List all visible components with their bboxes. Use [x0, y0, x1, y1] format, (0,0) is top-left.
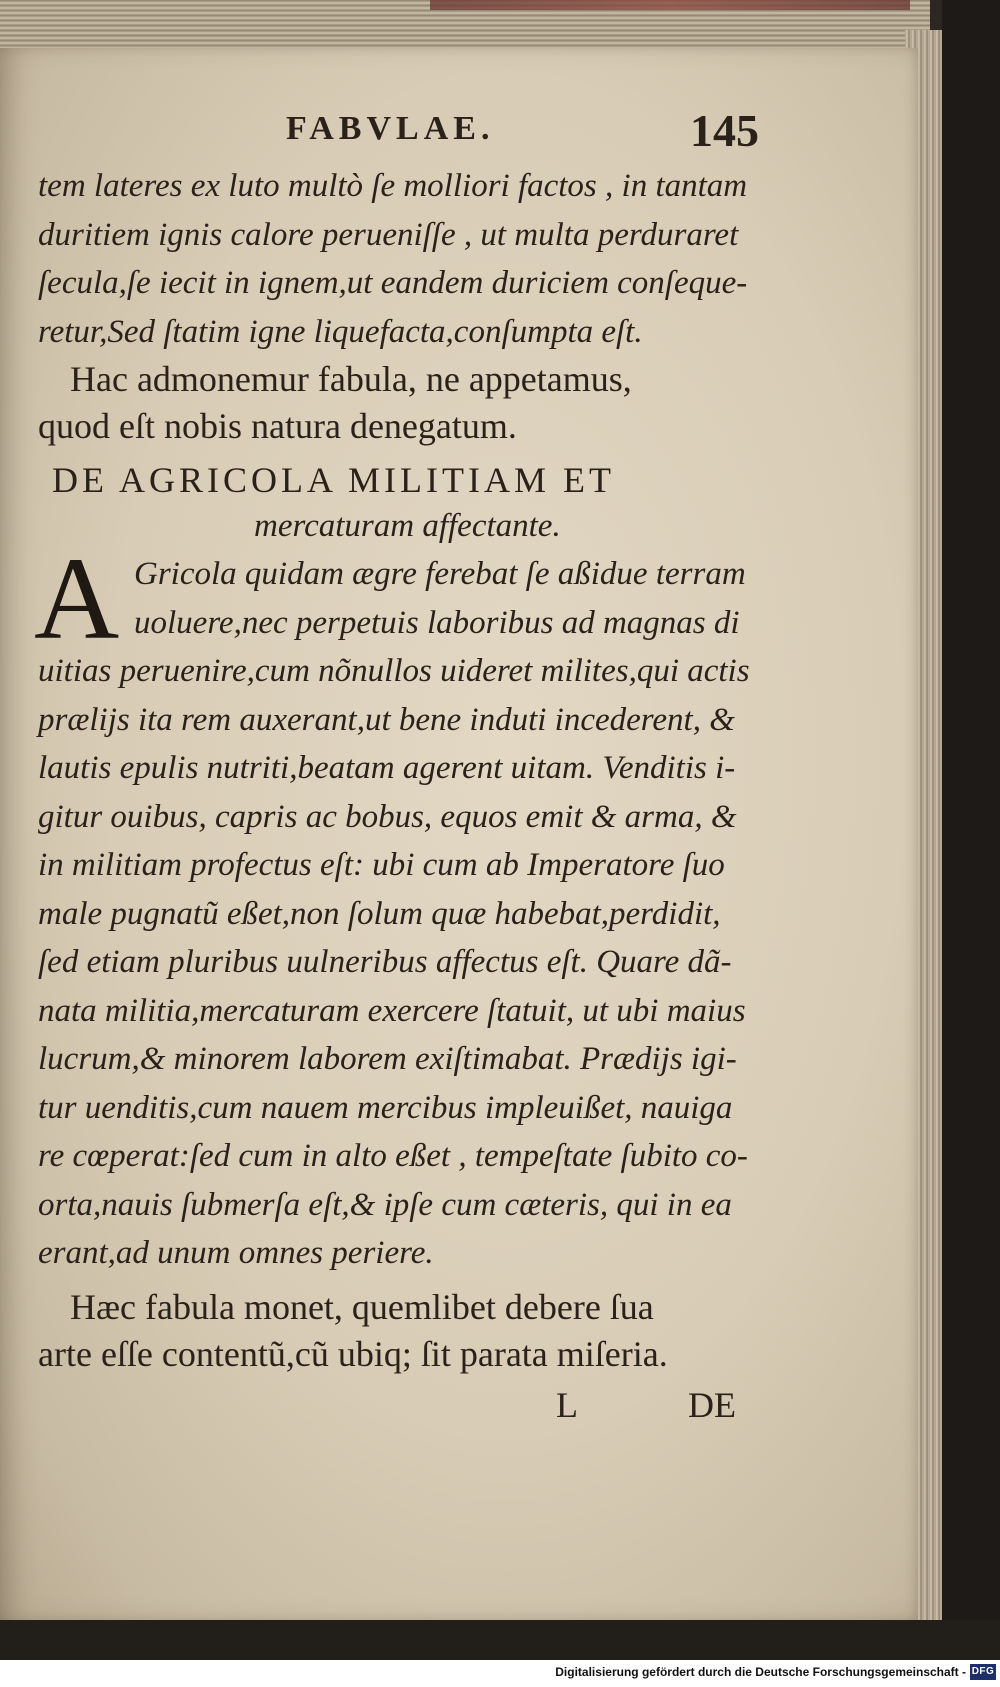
text-line: ſecula,ſe iecit in ignem,ut eandem duriciem conſeque- — [38, 265, 748, 301]
scan-background-right — [942, 0, 1000, 1660]
text-line: re cœperat:ſed cum in alto eßet , tempeſtate ſubito co- — [38, 1138, 748, 1174]
text-line: in militiam profectus eſt: ubi cum ab Imperatore ſuo — [38, 847, 725, 883]
text-line: tem lateres ex luto multò ſe molliori factos , in tantam — [38, 168, 748, 204]
text-line: orta,nauis ſubmerſa eſt,& ipſe cum cæteris, qui in ea — [38, 1186, 732, 1223]
digitization-footer — [0, 1660, 1000, 1687]
page-footer-marks — [38, 1384, 768, 1434]
running-head: FABVLAE. — [286, 110, 495, 147]
carryover-paragraph — [38, 162, 768, 356]
text-line: Hac admonemur fabula, ne appetamus, — [70, 359, 632, 399]
dfg-logo: DFG — [970, 1664, 996, 1680]
text-line: arte eſſe contentũ,cũ ubiq; ſit parata miſeria. — [38, 1333, 668, 1374]
text-line: erant,ad unum omnes periere. — [38, 1235, 434, 1271]
fable-paragraph — [34, 533, 768, 1278]
text-line: lautis epulis nutriti,beatam agerent uitam. Venditis i- — [38, 750, 736, 786]
page-text — [34, 105, 768, 1434]
text-line: gitur ouibus, capris ac bobus, equos emit & arma, & — [38, 798, 737, 835]
text-line: prælijs ita rem auxerant,ut bene induti incederent, & — [38, 701, 735, 738]
page-number: 145 — [690, 105, 759, 156]
catchword: DE — [688, 1384, 736, 1425]
text-line: male pugnatũ eßet,non ſolum quæ habebat,perdidit, — [38, 895, 721, 932]
text-line: uoluere,nec perpetuis laboribus ad magnas di — [134, 604, 740, 641]
text-line: ſed etiam pluribus uulneribus affectus eſt. Quare dã- — [38, 944, 732, 980]
drop-cap: A — [34, 533, 120, 664]
text-line: lucrum,& minorem laborem exiſtimabat. Prædijs igi- — [38, 1041, 737, 1077]
text-line: uitias peruenire,cum nõnullos uideret milites,qui actis — [38, 653, 750, 689]
text-line: duritiem ignis calore perueniſſe , ut multa perduraret — [38, 216, 739, 253]
text-line: Gricola quidam ægre ferebat ſe aßidue terram — [134, 556, 746, 592]
moral-paragraph-1 — [38, 356, 768, 450]
text-line: quod eſt nobis natura denegatum. — [38, 406, 517, 446]
moral-paragraph-2 — [38, 1284, 768, 1378]
text-line: nata militia,mercaturam exercere ſtatuit, ut ubi maius — [38, 992, 746, 1029]
book-page — [0, 48, 918, 1620]
funding-credit: Digitalisierung gefördert durch die Deutsche Forschungsgemeinschaft - — [555, 1665, 966, 1679]
signature-mark: L — [556, 1384, 578, 1425]
text-line: retur,Sed ſtatim igne liquefacta,conſumpta eſt. — [38, 313, 643, 350]
scan-background-bottom — [0, 1620, 1000, 1660]
section-subtitle: mercaturam affectante. — [254, 508, 561, 544]
section-title: DE AGRICOLA MILITIAM ET — [52, 460, 615, 500]
page-header — [38, 106, 768, 162]
text-line: Hæc fabula monet, quemlibet debere ſua — [70, 1286, 654, 1327]
red-edge-stain — [430, 0, 910, 10]
text-line: tur uenditis,cum nauem mercibus impleuißet, nauiga — [38, 1089, 733, 1126]
